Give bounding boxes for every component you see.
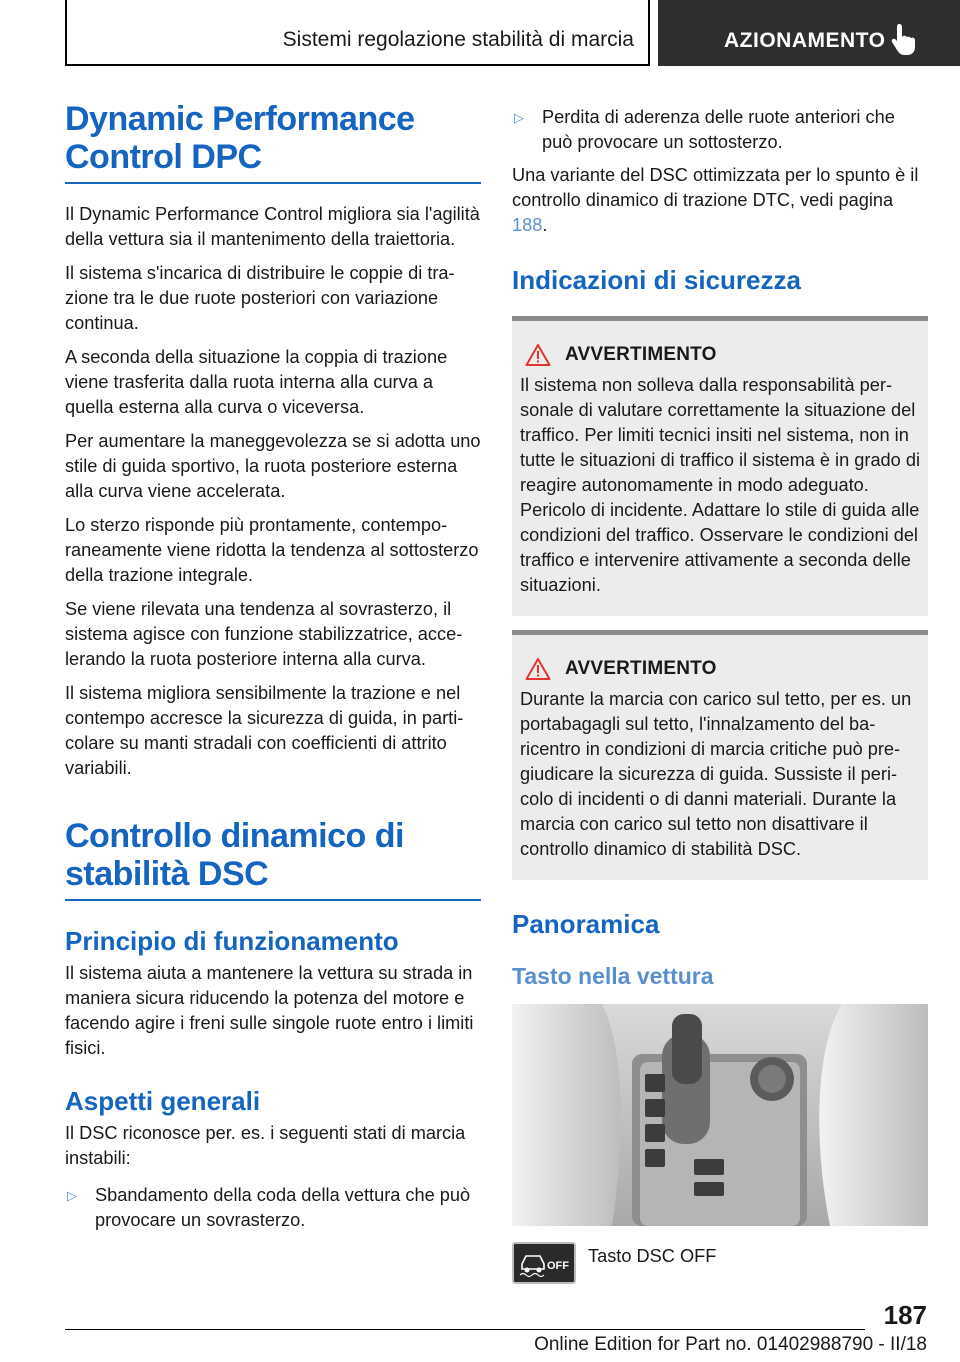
console-illustration [512, 1004, 928, 1226]
warning-header [520, 657, 920, 681]
header-rule [65, 64, 650, 66]
chapter-tab[interactable] [658, 0, 960, 66]
header-section-title: Sistemi regolazione stabilità di marcia [282, 28, 634, 51]
warning-box [512, 316, 928, 616]
list-item [65, 1183, 481, 1233]
warning-title: AVVERTIMENTO [565, 658, 717, 679]
list-item-text: Sbandamento della coda della vettura che può provocare un sovrasterzo. [95, 1185, 471, 1230]
footer-rule [65, 1329, 865, 1330]
dpc-paragraph: A seconda della situazione la coppia di trazione viene trasferita dalla ruota interna alla curva a quella esterna alla curva o viceversa. [65, 347, 448, 417]
chapter-tab-label: AZIONAMENTO [724, 29, 886, 52]
dpc-body [65, 202, 481, 781]
warning-text: Il sistema non solleva dalla responsabilità personale di valutare correttamente la situazione del traffico. Per limiti tecnici insiti nel sistema, non in tutte le situazioni di traffico il sistema è in grado di reagire autonomamente in modo adeguato. Pericolo di incidente. Adattare lo stile di guida alle condizioni del traffico. Osservare le condizioni del traffico e intervenire attivamente a seconda delle situazioni. [520, 375, 920, 595]
heading-dpc: Dynamic Performance Control DPC [65, 100, 415, 176]
heading-panoramica: Panoramica [512, 909, 660, 939]
page-link-188[interactable]: 188 [512, 215, 543, 235]
heading-tasto: Tasto nella vettura [512, 963, 714, 989]
dpc-paragraph: Il sistema s'incarica di distribuire le coppie di trazione tra le due ruote posteriori con variazione continua. [65, 263, 455, 333]
aspetti-text: Il DSC riconosce per. es. i seguenti stati di marcia instabili: [65, 1123, 466, 1168]
list-item-text: Perdita di aderenza delle ruote anteriori che può provocare un sottosterzo. [542, 107, 895, 152]
header-left-border [65, 0, 67, 66]
dsc-off-button[interactable] [512, 1242, 576, 1284]
dsc-button-row [512, 1242, 928, 1284]
right-column [512, 100, 928, 1284]
warning-box [512, 630, 928, 880]
warning-triangle-icon [525, 343, 551, 367]
dpc-paragraph: Il Dynamic Performance Control migliora sia l'agilità della vettura sia il mantenimento della traiettoria. [65, 204, 480, 249]
heading-dsc-rule [65, 899, 481, 901]
hand-pointer-icon [890, 22, 920, 56]
heading-dpc-rule [65, 182, 481, 184]
dpc-paragraph: Se viene rilevata una tendenza al sovrasterzo, il sistema agisce con funzione stabilizzatrice, accelerando la ruota posteriore interna alla curva. [65, 599, 463, 669]
dsc-button-text: OFF [547, 1260, 569, 1272]
list-item [512, 105, 928, 155]
center-console-photo [512, 1004, 928, 1226]
triangle-bullet-icon: ▷ [514, 110, 524, 125]
triangle-bullet-icon: ▷ [67, 1188, 77, 1203]
dpc-paragraph: Per aumentare la maneggevolezza se si adotta uno stile di guida sportivo, la ruota posteriore esterna alla curva viene accelerata. [65, 431, 481, 501]
footer-edition: Online Edition for Part no. 01402988790 - II/18 [534, 1334, 927, 1355]
warning-text: Durante la marcia con carico sul tetto, per es. un portabagagli sul tetto, l'innalzamento del baricentro in condizioni di marcia critiche può pregiudicare la sicurezza di guida. Sussiste il pericolo di incidenti o di danni materiali. Durante la marcia con carico sul tetto non disattivare il controllo dinamico di stabilità DSC. [520, 689, 912, 859]
dpc-paragraph: Lo sterzo risponde più prontamente, contemporaneamente viene ridotta la tendenza al sottosterzo della trazione integrale. [65, 515, 479, 585]
left-column [65, 100, 481, 1233]
heading-dsc: Controllo dinamico di stabilità DSC [65, 817, 404, 893]
page-number: 187 [883, 1300, 927, 1330]
dsc-button-caption: Tasto DSC OFF [588, 1245, 717, 1266]
heading-aspetti: Aspetti generali [65, 1086, 261, 1116]
principio-text: Il sistema aiuta a mantenere la vettura su strada in maniera sicura riducendo la potenza del motore e facendo agire i freni sulle singole ruote entro i limiti fisici. [65, 963, 474, 1058]
warning-triangle-icon [525, 657, 551, 681]
warning-title: AVVERTIMENTO [565, 344, 717, 365]
warning-header [520, 343, 920, 367]
page-header [0, 0, 960, 66]
dpc-paragraph: Il sistema migliora sensibilmente la trazione e nel contempo accresce la sicurezza di guida, in particolare su manti stradali con coefficienti di attrito variabili. [65, 683, 464, 778]
header-divider [648, 0, 650, 66]
heading-sicurezza: Indicazioni di sicurezza [512, 265, 801, 295]
dsc-off-icon [514, 1244, 574, 1282]
heading-principio: Principio di funzionamento [65, 926, 399, 956]
dtc-text: Una variante del DSC ottimizzata per lo spunto è il controllo dinamico di trazione DTC, vedi pagina 188. [512, 165, 919, 235]
